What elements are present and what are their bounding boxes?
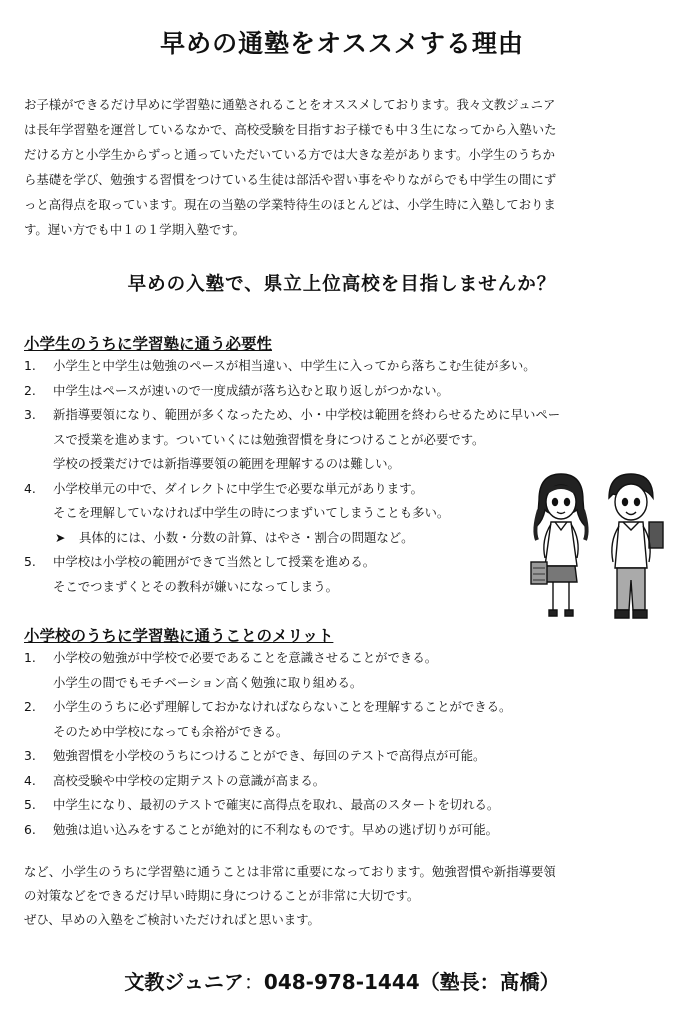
list-item xyxy=(24,769,644,794)
girl-student-figure xyxy=(531,474,587,616)
section-heading-merits: 小学校のうちに学習塾に通うことのメリット xyxy=(24,626,334,645)
closing-line: など、小学生のうちに学習塾に通うことは非常に重要になっております。勉強習慣や新指導要領 xyxy=(24,864,556,879)
intro-line: す。遅い方でも中１の１学期入塾です。 xyxy=(24,222,246,237)
page-title: 早めの通塾をオススメする理由 xyxy=(160,29,524,58)
item-number: 1. xyxy=(24,358,36,373)
item-continuation: そこでつまずくとその教科が嫌いになってしまう。 xyxy=(53,578,338,594)
sub-item-text: 具体的には、小数・分数の計算、はやさ・割合の問題など。 xyxy=(79,529,414,545)
item-number: 5. xyxy=(24,797,36,812)
arrow-bullet-icon: ➤ xyxy=(55,529,66,545)
item-text: 小学生と中学生は勉強のペースが相当違い、中学生に入ってから落ちこむ生徒が多い。 xyxy=(53,358,536,373)
merits-list xyxy=(24,646,644,842)
intro-line: だける方と小学生からずっと通っていただいている方では大きな差があります。小学生のうちか xyxy=(24,147,556,162)
item-number: 1. xyxy=(24,650,36,665)
item-text: 中学校は小学校の範囲ができて当然として授業を進める。 xyxy=(53,554,376,569)
students-illustration xyxy=(525,470,667,630)
item-number: 2. xyxy=(24,699,36,714)
intro-line: っと高得点を取っています。現在の当塾の学業特待生のほとんどは、小学生時に入塾しておりま xyxy=(24,197,556,212)
list-item xyxy=(24,744,644,769)
section-heading-necessity: 小学生のうちに学習塾に通う必要性 xyxy=(24,334,273,353)
intro-line: お子様ができるだけ早めに学習塾に通塾されることをオススメしております。我々文教ジュニア xyxy=(24,97,556,112)
item-number: 6. xyxy=(24,821,36,837)
item-text: 小学生のうちに必ず理解しておかなければならないことを理解することができる。 xyxy=(53,699,512,714)
item-text: 新指導要領になり、範囲が多くなったため、小・中学校は範囲を終わらせるために早いペー xyxy=(53,407,561,422)
item-number: 4. xyxy=(24,480,36,496)
closing-paragraph xyxy=(24,860,664,932)
item-text: 中学生になり、最初のテストで確実に高得点を取れ、最高のスタートを切れる。 xyxy=(53,797,500,812)
list-item-continuation xyxy=(24,671,644,696)
item-number: 3. xyxy=(24,407,36,422)
item-number: 2. xyxy=(24,382,36,398)
list-item xyxy=(24,403,644,428)
list-item xyxy=(24,379,644,404)
list-item xyxy=(24,695,644,720)
item-text: 中学生はペースが速いので一度成績が落ち込むと取り返しがつかない。 xyxy=(53,382,449,398)
item-continuation: そこを理解していなければ中学生の時につまずいてしまうことも多い。 xyxy=(53,505,450,520)
list-item xyxy=(24,646,644,671)
item-continuation: 小学生の間でもモチベーション高く勉強に取り組める。 xyxy=(53,674,363,690)
school-name: 文教ジュニア xyxy=(124,970,244,994)
intro-line: は長年学習塾を運営しているなかで、高校受験を目指すお子様でも中３生になってから入塾いた xyxy=(24,122,557,137)
list-item-continuation xyxy=(24,720,644,745)
contact-separator: ： xyxy=(243,970,264,994)
principal-note: （塾長：髙橋） xyxy=(419,970,560,994)
item-number: 3. xyxy=(24,748,36,763)
boy-student-figure xyxy=(609,474,663,618)
subtitle: 早めの入塾で、県立上位高校を目指しませんか？ xyxy=(127,274,557,295)
item-text: 勉強は追い込みをすることが絶対的に不利なものです。早めの逃げ切りが可能。 xyxy=(53,821,499,837)
item-continuation: そのため中学校になっても余裕ができる。 xyxy=(53,723,289,739)
list-item xyxy=(24,793,644,818)
closing-line: の対策などをできるだけ早い時期に身につけることが非常に大切です。 xyxy=(24,888,420,903)
item-text: 小学校の勉強が中学校で必要であることを意識させることができる。 xyxy=(53,650,438,665)
item-note: 学校の授業だけでは新指導要領の範囲を理解するのは難しい。 xyxy=(53,456,400,471)
closing-line: ぜひ、早めの入塾をご検討いただければと思います。 xyxy=(24,912,320,927)
item-text: 小学校単元の中で、ダイレクトに中学生で必要な単元があります。 xyxy=(53,480,423,496)
contact-info xyxy=(0,966,684,995)
list-item xyxy=(24,354,644,379)
list-item-continuation xyxy=(24,428,644,453)
intro-paragraph xyxy=(24,92,644,242)
list-item xyxy=(24,818,644,843)
phone-number: 048-978-1444 xyxy=(263,970,420,994)
item-text: 勉強習慣を小学校のうちにつけることができ、毎回のテストで高得点が可能。 xyxy=(53,748,486,763)
item-number: 5. xyxy=(24,554,36,569)
item-text: 高校受験や中学校の定期テストの意識が高まる。 xyxy=(53,772,326,788)
item-continuation: スで授業を進めます。ついていくには勉強習慣を身につけることが必要です。 xyxy=(53,431,485,447)
intro-line: ら基礎を学び、勉強する習慣をつけている生徒は部活や習い事をやりながらでも中学生の間にず xyxy=(24,172,557,187)
item-number: 4. xyxy=(24,772,36,788)
